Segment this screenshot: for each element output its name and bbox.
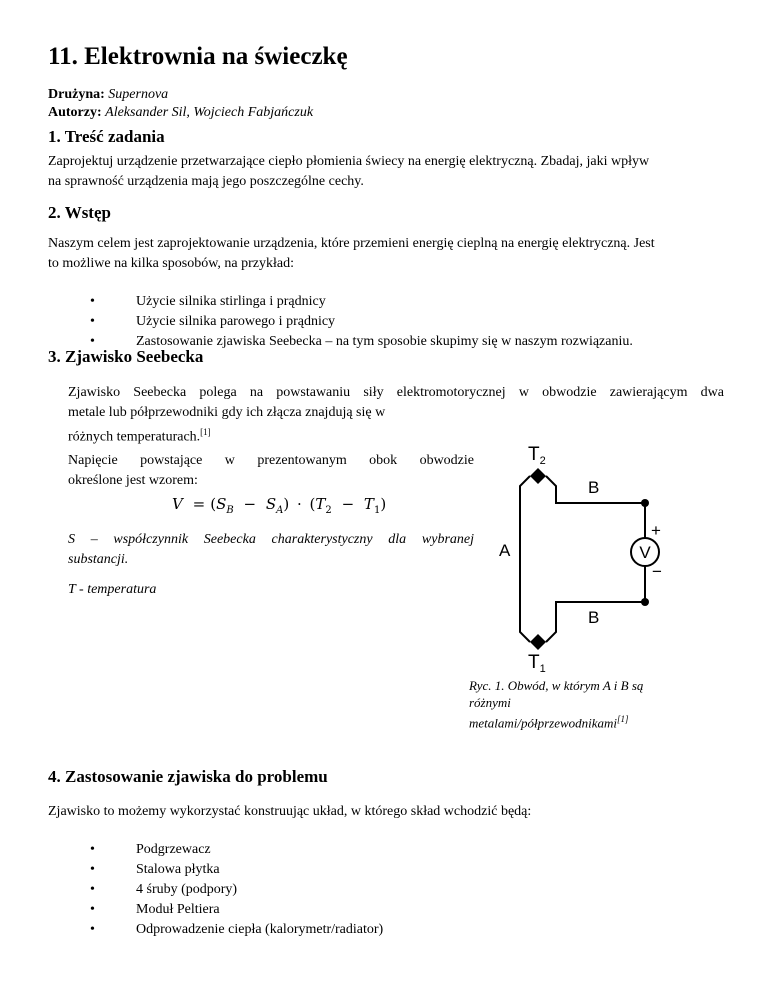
formula-sub-b: B <box>226 505 234 516</box>
section-3-line-3 <box>68 422 211 448</box>
voltage-paragraph <box>68 451 474 491</box>
list-item: • Podgrzewacz <box>90 840 383 860</box>
formula-equals: = <box>192 495 206 513</box>
t1-subscript: 1 <box>539 663 546 675</box>
section-4-heading: 4. Zastosowanie zjawiska do problemu <box>48 767 328 786</box>
voltage-line: Napięcie powstające w prezentowanym obok obwodzie <box>68 453 474 468</box>
team-name: Supernova <box>108 87 169 102</box>
section-2-bullet-list <box>90 292 633 352</box>
s-definition <box>68 530 474 570</box>
section-4-bullet-list <box>90 840 383 940</box>
seebeck-circuit-figure <box>490 430 690 680</box>
authors-line <box>48 103 313 123</box>
t2-letter: T <box>528 444 540 465</box>
caption-line: Ryc. 1. Obwód, w którym A i B są <box>469 678 644 693</box>
t2-junction-diamond <box>530 468 546 484</box>
section-2-line: Naszym celem jest zaprojektowanie urządzenia, które przemieni energię cieplną na energię elektryczną. Jest <box>48 236 655 251</box>
voltage-line: określone jest wzorem: <box>68 473 198 488</box>
t2-subscript: 2 <box>539 455 546 467</box>
section-1-body <box>48 152 724 192</box>
t1-label <box>528 652 546 675</box>
list-item: • 4 śruby (podpory) <box>90 880 383 900</box>
formula-t: T <box>315 495 326 513</box>
t1-junction-diamond <box>530 634 546 650</box>
authors-label: Autorzy: <box>48 105 102 120</box>
a-label: A <box>499 541 511 560</box>
formula-v: V <box>172 495 183 513</box>
section-2-line: to możliwe na kilka sposobów, na przykład: <box>48 256 294 271</box>
reference-marker: [1] <box>200 427 211 437</box>
formula-minus: − <box>243 495 257 513</box>
t1-letter: T <box>528 652 540 673</box>
b-bottom-label: B <box>588 608 600 627</box>
terminal-dot <box>641 598 649 606</box>
team-line <box>48 85 168 105</box>
section-1-heading: 1. Treść zadania <box>48 127 165 146</box>
authors-names: Aleksander Sil, Wojciech Fabjańczuk <box>105 105 314 120</box>
formula-dot: · <box>296 495 302 513</box>
list-item: • Stalowa płytka <box>90 860 383 880</box>
caption-line-3 <box>469 711 643 731</box>
terminal-dot <box>641 499 649 507</box>
list-item: • Moduł Peltiera <box>90 900 383 920</box>
section-3-heading: 3. Zjawisko Seebecka <box>48 347 204 366</box>
formula-sub-1: 1 <box>373 505 381 516</box>
section-3-line: Zjawisko Seebecka polega na powstawaniu siły elektromotorycznej w obwodzie zawierającym dwa <box>68 385 724 400</box>
caption-line: różnymi <box>469 695 511 710</box>
caption-reference: [1] <box>617 714 629 724</box>
figure-caption <box>469 677 643 731</box>
section-1-line: Zaprojektuj urządzenie przetwarzające ciepło płomienia świecy na energię elektryczną. Zbadaj, jaki wpływ <box>48 154 650 169</box>
formula-s: S <box>216 495 227 513</box>
b-top-label: B <box>588 478 600 497</box>
list-item: • Odprowadzenie ciepła (kalorymetr/radiator) <box>90 920 383 940</box>
section-2-body <box>48 234 724 274</box>
formula-sub-2: 2 <box>325 505 332 516</box>
section-1-line: na sprawność urządzenia mają jego poszczególne cechy. <box>48 174 364 189</box>
section-3-line: metale lub półprzewodniki gdy ich złącza znajdują się w <box>68 405 386 420</box>
section-3-line: różnych temperaturach. <box>68 429 201 445</box>
team-label: Drużyna: <box>48 87 105 102</box>
formula-sub-a: A <box>276 505 284 516</box>
voltmeter-label: V <box>639 543 651 562</box>
list-item: • Użycie silnika parowego i prądnicy <box>90 312 633 332</box>
minus-sign: − <box>652 562 662 581</box>
page-title: 11. Elektrownia na świeczkę <box>48 43 348 70</box>
section-2-heading: 2. Wstęp <box>48 203 111 222</box>
list-item: • Zastosowanie zjawiska Seebecka – na tym sposobie skupimy się w naszym rozwiązaniu. <box>90 332 633 352</box>
s-definition-line: substancji. <box>68 552 129 567</box>
t2-label <box>528 444 546 467</box>
formula-t: T <box>363 495 374 513</box>
formula-minus: − <box>341 495 355 513</box>
formula-s: S <box>265 495 277 513</box>
section-4-intro: Zjawisko to możemy wykorzystać konstruując układ, w którego skład wchodzić będą: <box>48 804 532 819</box>
seebeck-formula: $V = (S_B - S_A) \cdot (T_2 - T_1)$ <box>172 495 387 516</box>
t-definition: T - temperatura <box>68 582 157 597</box>
plus-sign: + <box>651 521 661 540</box>
list-item: • Użycie silnika stirlinga i prądnicy <box>90 292 633 312</box>
circuit-wires <box>520 476 645 642</box>
caption-line: metalami/półprzewodnikami <box>469 715 618 731</box>
s-definition-line: S – współczynnik Seebecka charakterystyczny dla wybranej <box>68 532 474 547</box>
